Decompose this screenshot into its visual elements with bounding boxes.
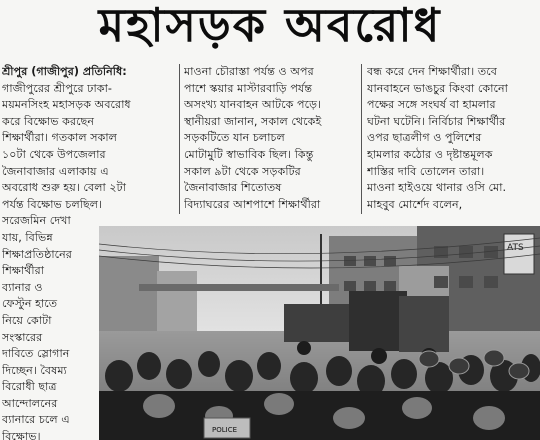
text-line: ১০টা থেকে উপজেলার (2, 147, 106, 161)
photo-overpass (139, 284, 339, 291)
text-line: যানবাহনে ভাঙচুর কিংবা কোনো (367, 81, 508, 95)
text-line: বিরোধী ছাত্র (2, 380, 57, 394)
photo-signboard (504, 234, 534, 274)
text-line: সড়কটিতে যান চলাচল (184, 131, 285, 145)
byline: শ্রীপুর (গাজীপুর) প্রতিনিধি: (2, 65, 127, 78)
text-line: শাস্তির দাবি তোলেন তারা। (367, 164, 485, 178)
text-line: হামলার কঠোর ও দৃষ্টান্তমূলক (367, 147, 493, 161)
text-line: নিয়ে কোটা (2, 313, 52, 327)
photo-building (157, 271, 197, 341)
text-line: পাশে স্কয়ার মাস্টারবাড়ি পর্যন্ত (184, 81, 313, 95)
text-line: শিক্ষার্থীরা (2, 264, 44, 278)
text-line: পক্ষের সঙ্গে সংঘর্ষ বা হামলার (367, 98, 496, 112)
text-line: মাওনা হাইওয়ে থানার ওসি মো. (367, 181, 507, 195)
text-line: সংস্কারের (2, 330, 43, 344)
headline: মহাসড়ক অবরোধ (98, 0, 442, 52)
article-column-2 (184, 64, 356, 214)
photo-sign-text: ATS (507, 243, 524, 253)
text-line: বন্ধ করে দেন শিক্ষার্থীরা। তবে (367, 65, 497, 78)
text-line: দিচ্ছেন। বৈষম্য (2, 363, 67, 377)
text-line: আন্দোলনের (2, 396, 58, 410)
column-divider (361, 64, 362, 214)
text-line: শিক্ষাপ্রতিষ্ঠানের (2, 247, 72, 261)
column-divider (179, 64, 180, 214)
text-line: মাওনা চৌরাস্তা পর্যন্ত ও অপর (184, 65, 314, 78)
text-line: জৈনাবাজার শিতোতষ (184, 181, 282, 195)
text-line: মোটামুটি স্বাভাবিক ছিল। কিন্তু (184, 147, 314, 161)
text-line: করে বিক্ষোভ করছেন (2, 114, 95, 128)
text-line: গাজীপুরের শ্রীপুরে ঢাকা- (2, 81, 112, 95)
text-line: অবরোধ শুরু হয়। বেলা ২টা (2, 181, 126, 195)
text-line: বিদ্যাঘরের আশপাশে শিক্ষার্থীরা (184, 197, 321, 211)
text-line: বিক্ষোভ। (2, 430, 41, 440)
text-line: যায়, বিভিন্ন (2, 230, 53, 244)
text-line: জৈনাবাজার এলাকায় এ (2, 164, 109, 178)
article-column-3 (367, 64, 538, 214)
text-line: মাহবুব মোর্শেদ বলেন, (367, 197, 463, 211)
text-line: অসংখ্য যানবাহন আটকে পড়ে। (184, 98, 322, 112)
text-line: স্থানীয়রা জানান, সকাল থেকেই (184, 114, 322, 128)
photo-shield-text: POLICE (212, 426, 238, 434)
text-line: ঘটনা ঘটেনি। নির্বিচার শিক্ষার্থীর (367, 114, 506, 128)
text-line: ময়মনসিংহ মহাসড়ক অবরোধ (2, 98, 131, 112)
news-photo (99, 226, 540, 440)
text-line: সরেজমিন দেখা (2, 214, 71, 228)
text-line: দাবিতে স্লোগান (2, 347, 70, 361)
text-line: ব্যানারে চলে এ (2, 413, 70, 427)
text-line: পর্যন্ত বিক্ষোভ চলছিল। (2, 197, 103, 211)
text-line: ফেস্টুন হাতে (2, 297, 58, 311)
text-line: ব্যানার ও (2, 280, 43, 294)
text-line: সকাল ৯টা থেকে সড়কটির (184, 164, 301, 178)
text-line: শিক্ষার্থীরা। গতকাল সকাল (2, 131, 118, 145)
text-line: ওপর ছাত্রলীগ ও পুলিশের (367, 131, 482, 145)
